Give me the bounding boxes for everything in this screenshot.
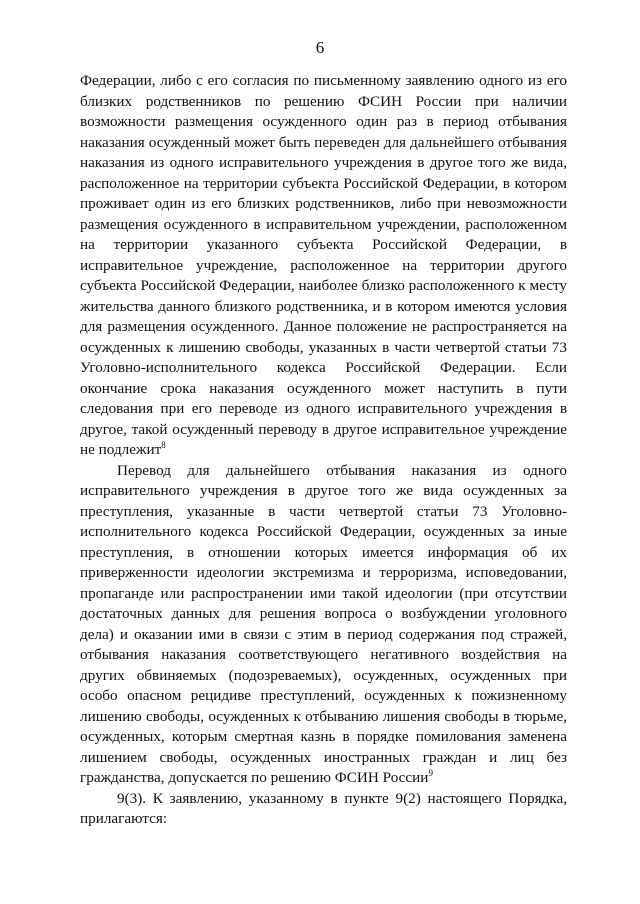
page-number: 6 [315,38,325,57]
paragraph-continuation [80,71,567,461]
paragraph-text: 9(3). К заявлению, указанному в пункте 9(2) настоящего Порядка, прилагаются: [80,789,567,827]
document-body [80,71,567,830]
paragraph-clause-9-3 [80,789,567,830]
paragraph-transfer-rules [80,461,567,789]
footnote-marker: 8 [161,439,166,450]
footnote-marker: 9 [428,767,433,778]
paragraph-text: Перевод для дальнейшего отбывания наказания из одного исправительного учреждения в другое того же вида осужденных за преступления, указанные в части четвертой статьи 73 Уголовно-исполнительного кодекса Российской Федерации, осужденных за иные преступления, в отношении которых имеется информация об их приверженности идеологии экстремизма и терроризма, исповедовании, пропаганде или распространении ими такой идеологии (при отсутствии достаточных данных для решения вопроса о возбуждении уголовного дела) и оказании ими в связи с этим в период содержания под стражей, отбывания наказания соответствующего негативного воздействия на других обвиняемых (подозреваемых), осужденных, осужденных при особо опасном рецидиве преступлений, осужденных к пожизненному лишению свободы, осужденных к отбыванию лишения свободы в тюрьме, осужденных, которым смертная казнь в порядке помилования заменена лишением свободы, осужденных иностранных граждан и лиц без гражданства, допускается по решению ФСИН России [80,461,567,786]
paragraph-text: Федерации, либо с его согласия по письменному заявлению одного из его близких родственников по решению ФСИН России при наличии возможности размещения осужденного один раз в период отбывания наказания осужденный может быть переведен для дальнейшего отбывания наказания из одного исправительного учреждения в другое того же вида, расположенное на территории субъекта Российской Федерации, в котором проживает один из его близких родственников, либо при невозможности размещения осужденного в исправительном учреждении, расположенном на территории указанного субъекта Российской Федерации, в исправительное учреждение, расположенное на территории другого субъекта Российской Федерации, наиболее близко расположенного к месту жительства данного близкого родственника, и в котором имеются условия для размещения осужденного. Данное положение не распространяется на осужденных к лишению свободы, указанных в части четвертой статьи 73 Уголовно-исполнительного кодекса Российской Федерации. Если окончание срока наказания осужденного может наступить в пути следования при его переводе из одного исправительного учреждения в другое, такой осужденный переводу в другое исправительное учреждение не подлежит [80,72,567,458]
